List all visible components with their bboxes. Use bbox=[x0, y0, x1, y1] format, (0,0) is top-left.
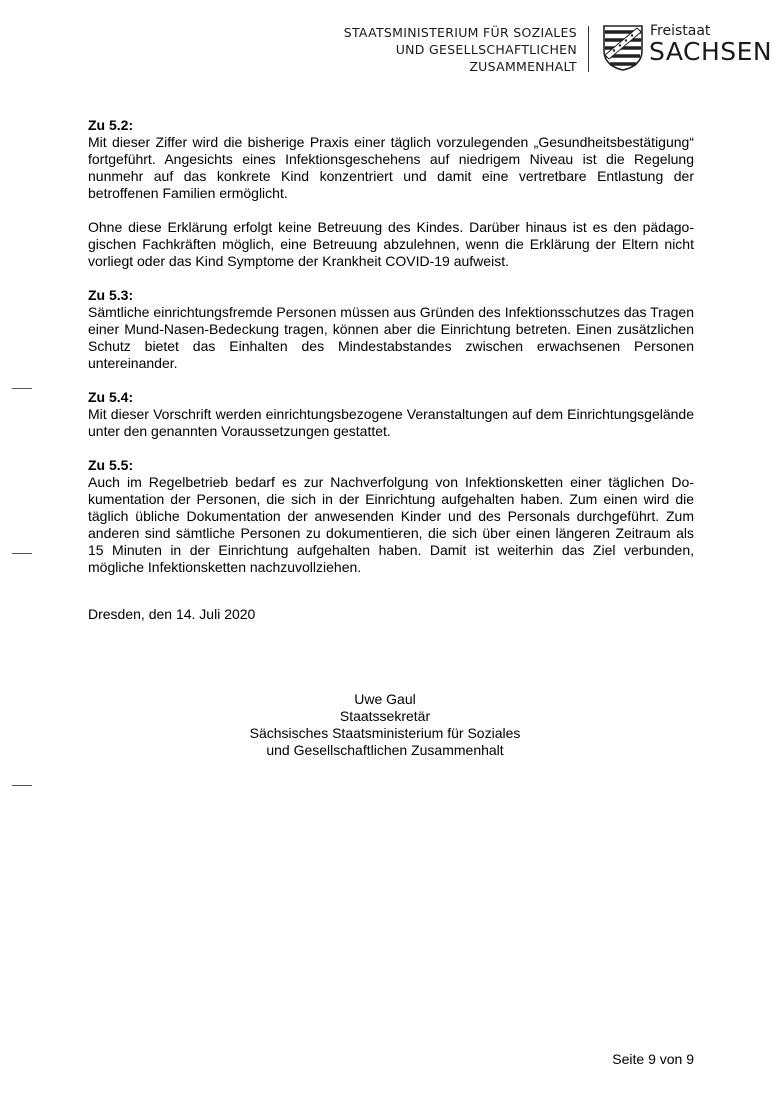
place-date-line: Dresden, den 14. Juli 2020 bbox=[88, 606, 256, 622]
header-divider bbox=[588, 26, 589, 72]
section-5-5 bbox=[88, 457, 694, 576]
signature-block bbox=[200, 691, 570, 759]
fold-mark bbox=[12, 785, 32, 786]
signatory-organization-line2: und Gesellschaftlichen Zusammenhalt bbox=[266, 742, 504, 758]
ministry-name-line2: UND GESELLSCHAFTLICHEN bbox=[395, 42, 577, 57]
section-heading: Zu 5.2: bbox=[88, 117, 134, 133]
paragraph: Auch im Regelbetrieb bedarf es zur Nachverfolgung von Infektionsketten einer täglichen Dokumentation der Personen, die sich in der Einrichtung aufgehalten haben. Zum einen wird die täglich übliche Dokumentation der anwesenden Kinder und des Personals durchgeführt. Zum anderen sind sämtliche Personen zu dokumentieren, die sich über einen längeren Zeitraum als 15 Minuten in der Einrichtung aufgehalten haben. Damit ist weiterhin das Ziel verbunden, mögliche Infektionsketten nachzuvollziehen. bbox=[88, 474, 694, 575]
paragraph: Mit dieser Vorschrift werden einrichtungsbezogene Veranstaltungen auf dem Einrichtungsgelände unter den genannten Voraussetzungen gestattet. bbox=[88, 406, 694, 439]
ministry-name-line1: STAATSMINISTERIUM FÜR SOZIALES bbox=[343, 25, 577, 40]
ministry-name bbox=[344, 24, 577, 75]
paragraph: Sämtliche einrichtungsfremde Personen müssen aus Gründen des Infektionsschutzes das Tragen einer Mund-Nasen-Bedeckung tragen, können aber die Einrichtung betreten. Einen zusätzlichen Schutz bietet das Einhalten des Mindestabstandes zwischen erwachsenen Personen untereinander. bbox=[88, 304, 694, 371]
ministry-name-line3: ZUSAMMENHALT bbox=[469, 59, 577, 74]
section-5-3 bbox=[88, 287, 694, 372]
paragraph: Ohne diese Erklärung erfolgt keine Betreuung des Kindes. Darüber hinaus ist es den pädagogischen Fachkräften möglich, eine Betreuung abzulehnen, wenn die Erklärung der Eltern nicht vorliegt oder das Kind Symptome der Krankheit COVID-19 aufweist. bbox=[88, 219, 694, 269]
paragraph: Mit dieser Ziffer wird die bisherige Praxis einer täglich vorzulegenden „Gesundheitsbestätigung“ fortgeführt. Angesichts eines Infektionsgeschehens auf niedrigem Niveau ist die Regelung nunmehr auf das konkrete Kind konzentriert und damit eine vertretbare Entlastung der betroffenen Familien ermöglicht. bbox=[88, 134, 694, 201]
state-name-small: Freistaat bbox=[650, 23, 711, 39]
fold-mark bbox=[12, 388, 32, 389]
document-body bbox=[88, 117, 694, 593]
signatory-name: Uwe Gaul bbox=[354, 691, 416, 707]
section-heading: Zu 5.3: bbox=[88, 287, 134, 303]
state-name-large: SACHSEN bbox=[649, 37, 773, 66]
page-number: Seite 9 von 9 bbox=[612, 1051, 694, 1067]
signatory-title: Staatssekretär bbox=[339, 708, 431, 724]
section-heading: Zu 5.4: bbox=[88, 389, 134, 405]
section-5-2 bbox=[88, 117, 694, 270]
saxony-coat-of-arms-icon bbox=[603, 25, 643, 71]
fold-mark bbox=[12, 553, 32, 554]
section-heading: Zu 5.5: bbox=[88, 457, 134, 473]
section-5-4 bbox=[88, 389, 694, 440]
signatory-organization-line1: Sächsisches Staatsministerium für Soziales bbox=[249, 725, 521, 741]
